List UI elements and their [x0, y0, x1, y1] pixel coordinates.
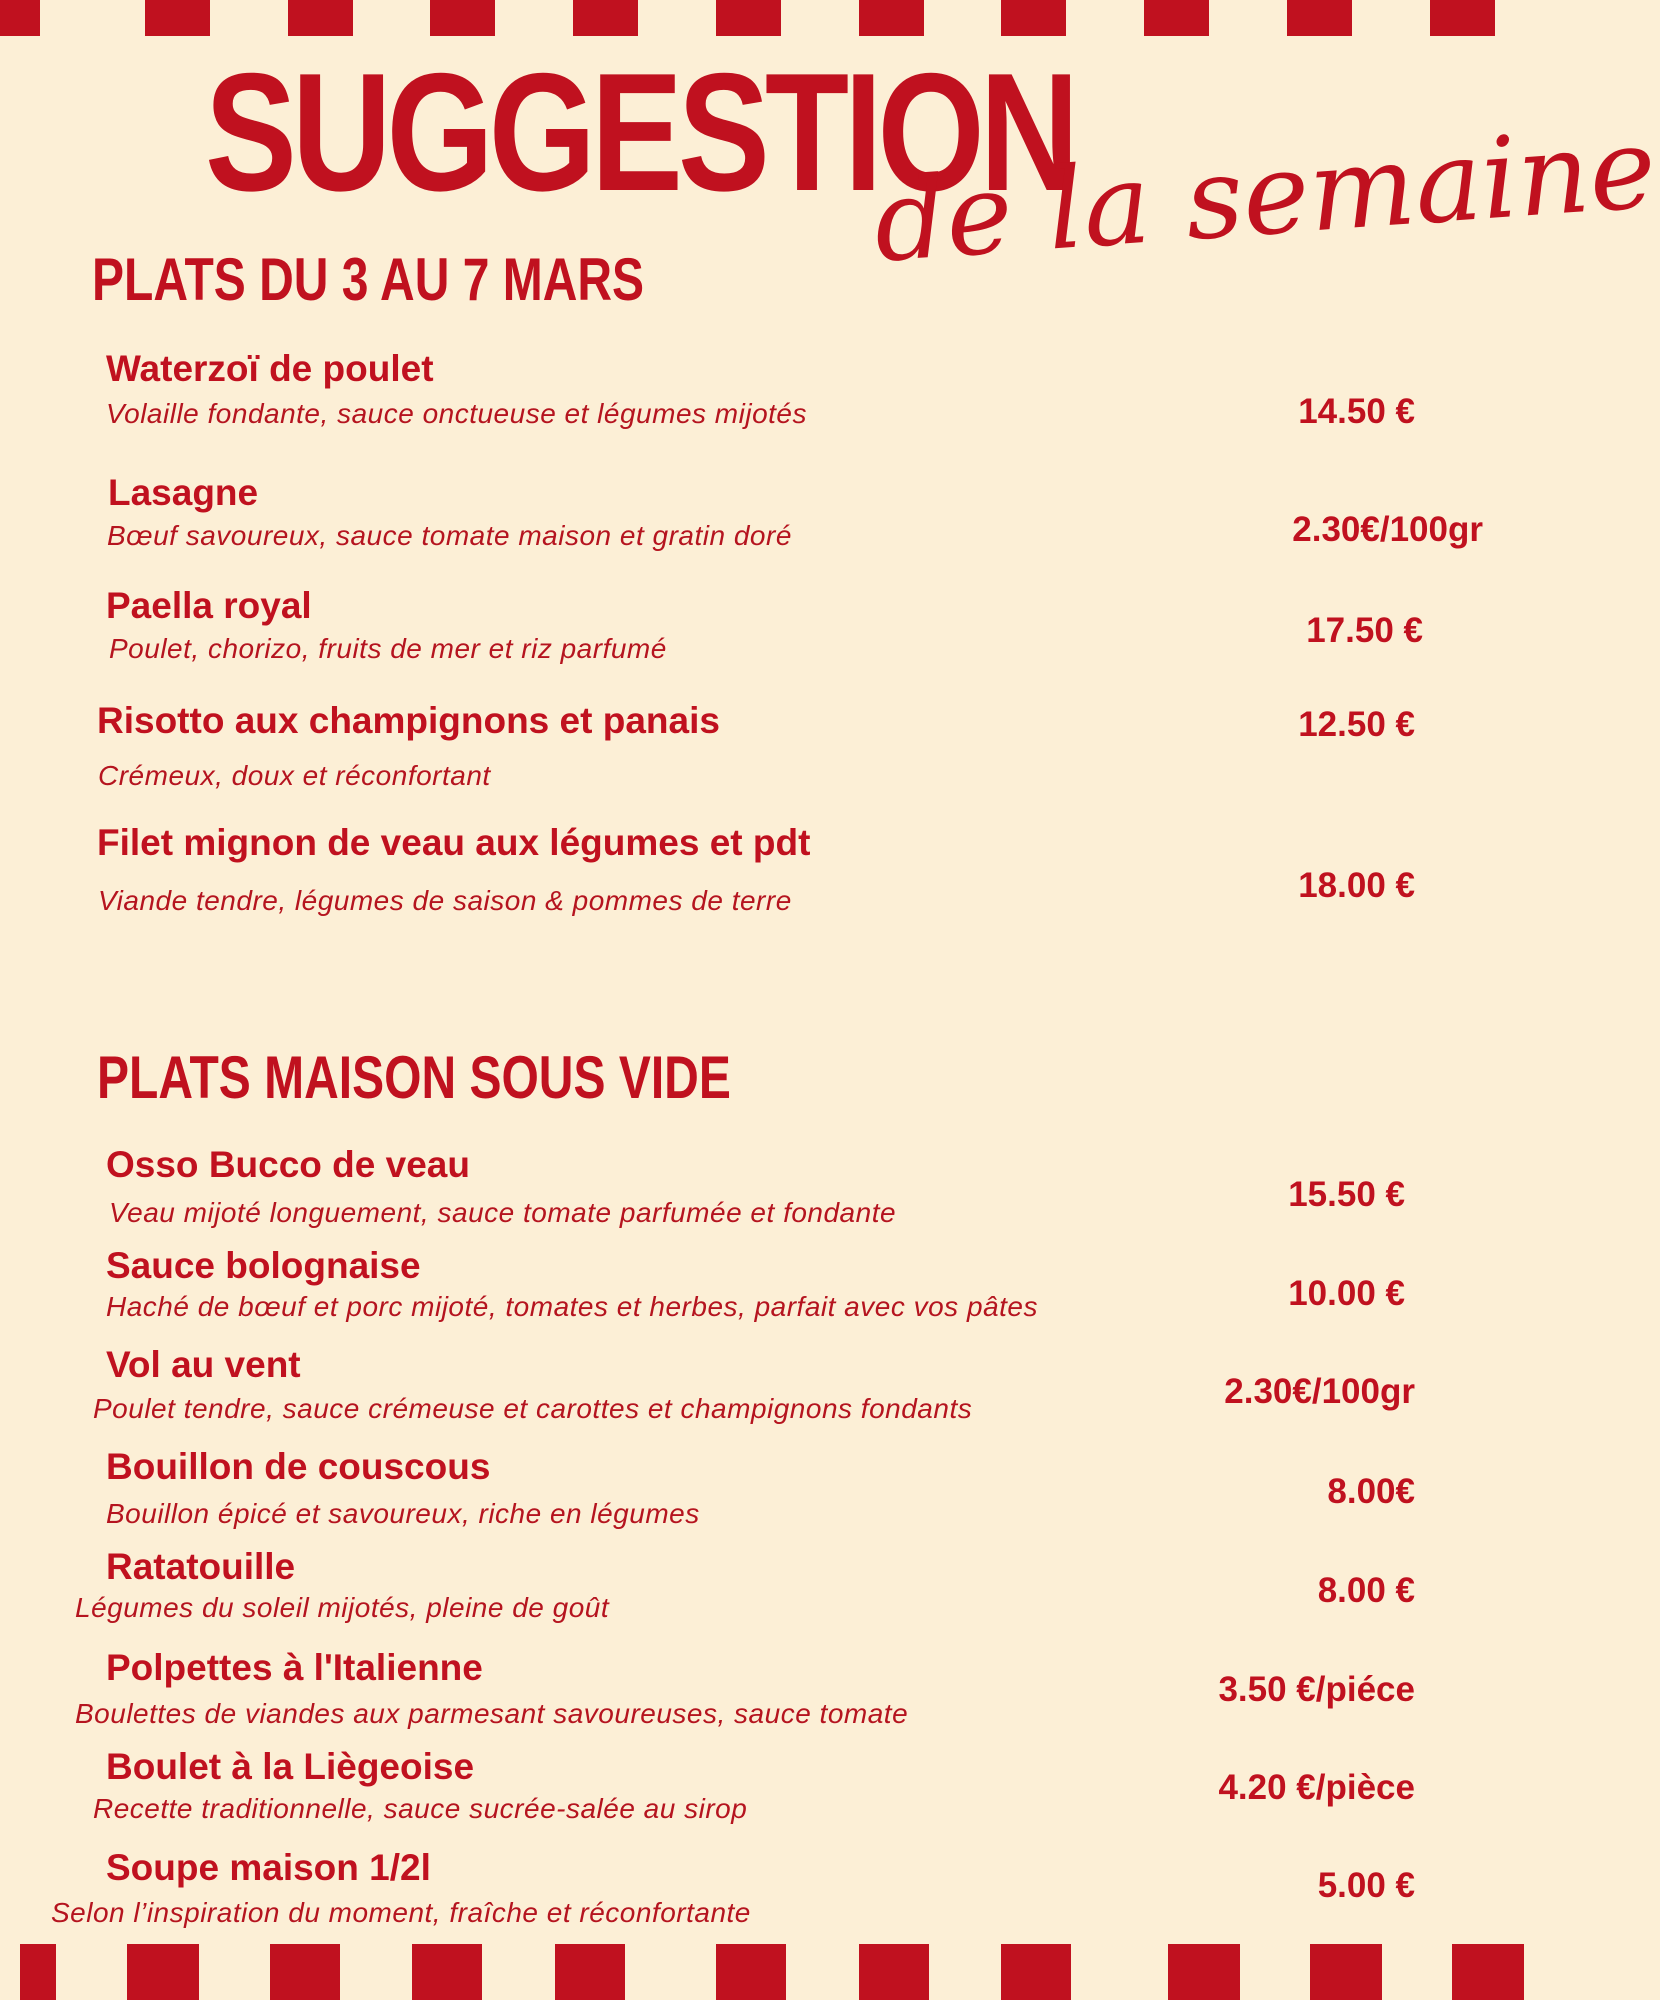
stripe: [288, 0, 353, 36]
stripe: [859, 0, 924, 36]
stripe: [1310, 1944, 1382, 2000]
dish-description: Viande tendre, légumes de saison & pommes de terre: [98, 885, 792, 916]
dish-price: 8.00 €: [1317, 1571, 1415, 1610]
stripe: [555, 1944, 625, 2000]
stripe: [1430, 0, 1495, 36]
stripe: [127, 1944, 199, 2000]
dish-description: Volaille fondante, sauce onctueuse et légumes mijotés: [106, 398, 807, 429]
dish-price: 10.00 €: [1288, 1274, 1405, 1313]
dish-name: Paella royal: [106, 585, 312, 626]
stripe: [0, 0, 40, 36]
dish-name: Soupe maison 1/2l: [106, 1847, 431, 1888]
dish-price: 17.50 €: [1306, 611, 1423, 650]
dish-description: Boulettes de viandes aux parmesant savoureuses, sauce tomate: [75, 1698, 909, 1729]
stripe: [716, 1944, 786, 2000]
stripe: [270, 1944, 340, 2000]
dish-description: Crémeux, doux et réconfortant: [98, 760, 491, 791]
stripe: [1001, 1944, 1071, 2000]
dish-description: Haché de bœuf et porc mijoté, tomates et herbes, parfait avec vos pâtes: [106, 1291, 1038, 1322]
dish-description: Légumes du soleil mijotés, pleine de goût: [75, 1592, 610, 1623]
dish-name: Ratatouille: [106, 1546, 296, 1587]
dish-description: Selon l’inspiration du moment, fraîche et réconfortante: [51, 1897, 751, 1928]
stripe: [716, 0, 781, 36]
top-stripe-border: [0, 0, 1545, 36]
dish-price: 4.20 €/pièce: [1218, 1768, 1415, 1807]
stripe: [1452, 1944, 1524, 2000]
dish-price: 2.30€/100gr: [1224, 1372, 1415, 1411]
dish-price: 5.00 €: [1317, 1866, 1415, 1905]
bottom-stripe-border: [0, 1944, 1545, 2000]
dish-name: Filet mignon de veau aux légumes et pdt: [97, 822, 811, 863]
stripe: [430, 0, 495, 36]
dish-name: Risotto aux champignons et panais: [97, 700, 720, 741]
stripe: [1168, 1944, 1240, 2000]
stripe: [412, 1944, 482, 2000]
section-title-weekly: PLATS DU 3 AU 7 MARS: [92, 246, 645, 313]
dish-name: Polpettes à l'Italienne: [106, 1647, 483, 1688]
dish-name: Bouillon de couscous: [106, 1446, 491, 1487]
dish-description: Bœuf savoureux, sauce tomate maison et gratin doré: [107, 520, 792, 551]
dish-name: Waterzoï de poulet: [106, 348, 434, 389]
stripe: [573, 0, 638, 36]
dish-price: 2.30€/100gr: [1292, 510, 1483, 549]
dish-description: Poulet tendre, sauce crémeuse et carottes et champignons fondants: [93, 1393, 973, 1424]
stripe: [1144, 0, 1209, 36]
dish-description: Veau mijoté longuement, sauce tomate parfumée et fondante: [109, 1197, 897, 1228]
dish-description: Recette traditionnelle, sauce sucrée-salée au sirop: [93, 1793, 748, 1824]
stripe: [1287, 0, 1352, 36]
dish-price: 3.50 €/piéce: [1218, 1670, 1415, 1709]
stripe: [145, 0, 210, 36]
dish-price: 14.50 €: [1298, 392, 1415, 431]
section-title-sous-vide: PLATS MAISON SOUS VIDE: [97, 1044, 731, 1111]
dish-name: Lasagne: [108, 472, 259, 513]
dish-description: Bouillon épicé et savoureux, riche en légumes: [106, 1498, 700, 1529]
dish-price: 12.50 €: [1298, 705, 1415, 744]
dish-description: Poulet, chorizo, fruits de mer et riz parfumé: [109, 633, 667, 664]
stripe: [859, 1944, 929, 2000]
dish-name: Boulet à la Liègeoise: [106, 1746, 475, 1787]
page-subtitle: de la semaine: [870, 103, 1660, 288]
dish-name: Osso Bucco de veau: [106, 1144, 470, 1185]
page-title: SUGGESTION: [205, 38, 1075, 226]
dish-price: 15.50 €: [1288, 1175, 1405, 1214]
dish-price: 8.00€: [1327, 1472, 1415, 1511]
stripe: [1001, 0, 1066, 36]
dish-name: Sauce bolognaise: [106, 1245, 421, 1286]
dish-name: Vol au vent: [106, 1344, 301, 1385]
dish-price: 18.00 €: [1298, 866, 1415, 905]
stripe: [20, 1944, 56, 2000]
